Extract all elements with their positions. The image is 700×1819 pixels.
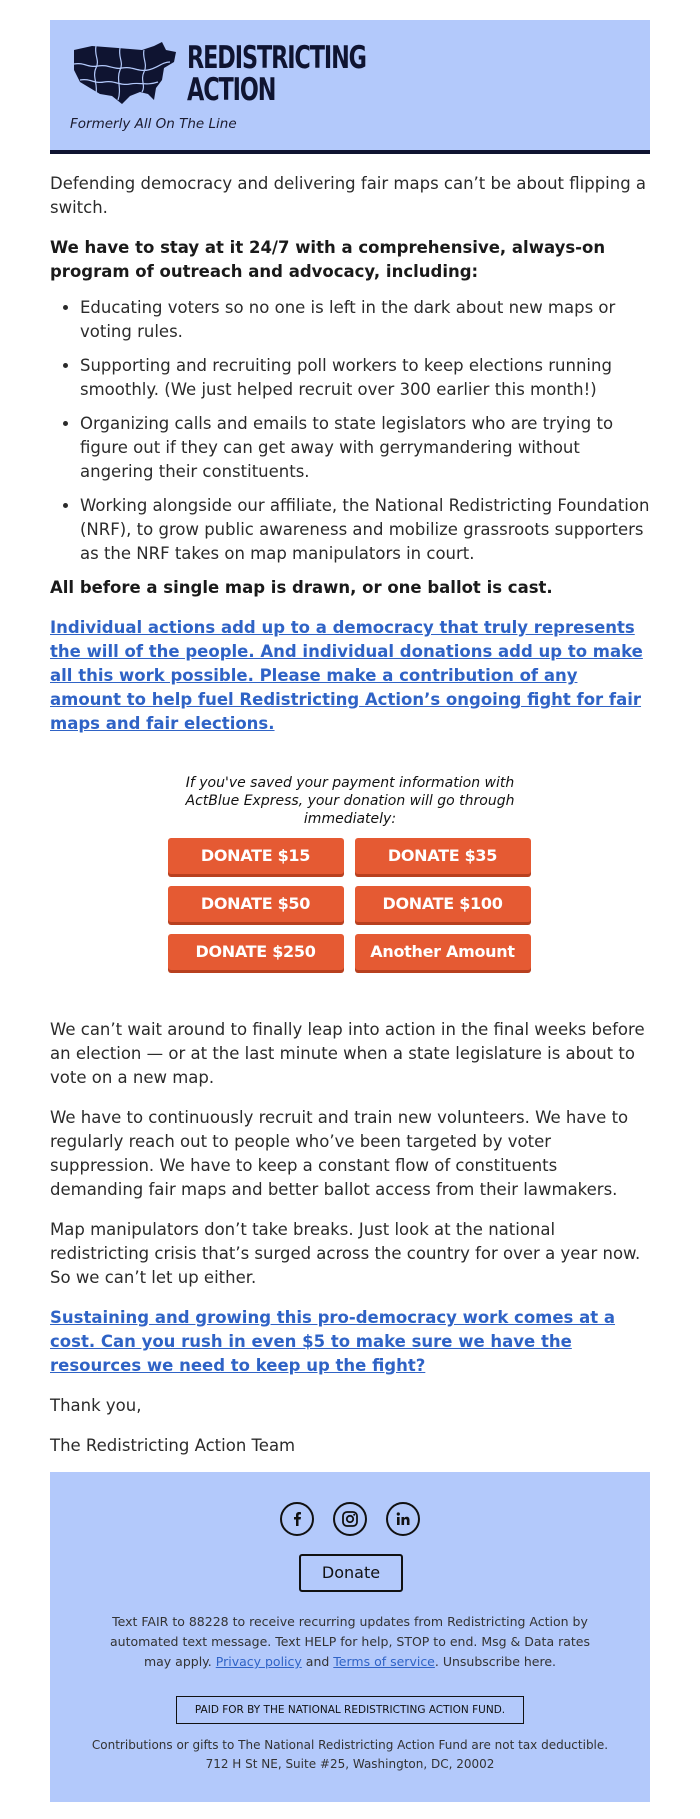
- privacy-policy-link[interactable]: Privacy policy: [215, 1654, 302, 1669]
- donate-box: [50, 774, 650, 970]
- breaks-paragraph: Map manipulators don’t take breaks. Just look at the national redistricting crisis that’s surged across the country for over a year now. So we can’t let up either.: [50, 1220, 641, 1287]
- signature-line: The Redistricting Action Team: [50, 1436, 296, 1455]
- another-amount-button[interactable]: Another Amount: [355, 934, 531, 970]
- cta-paragraph: [50, 616, 650, 736]
- contribute-link[interactable]: Individual actions add up to a democracy that truly represents the will of the people. And individual donations add up to make all this work possible. Please make a contribution of any amount to help fuel Redistricting Action’s ongoing fight for fair maps and fair elections.: [50, 618, 643, 733]
- logo-line-2: ACTION: [187, 72, 276, 108]
- donate-250-button[interactable]: DONATE $250: [168, 934, 344, 970]
- terms-of-service-link[interactable]: Terms of service: [333, 1654, 435, 1669]
- actblue-note: If you've saved your payment information with ActBlue Express, your donation will go through immediately:: [185, 775, 515, 827]
- list-item: • Working alongside our affiliate, the National Redistricting Foundation (NRF), to grow public awareness and mobilize grassroots supporters as the NRF takes on map manipulators in court.: [80, 494, 650, 566]
- donate-15-button[interactable]: DONATE $15: [168, 838, 344, 874]
- intro-paragraph: Defending democracy and delivering fair maps can’t be about flipping a switch.: [50, 174, 647, 217]
- recruit-paragraph: We have to continuously recruit and train new volunteers. We have to regularly reach out to people who’ve been targeted by voter suppression. We have to keep a constant flow of constituents demanding fair maps and better ballot access from their lawmakers.: [50, 1108, 629, 1199]
- lead-paragraph: We have to stay at it 24/7 with a comprehensive, always-on program of outreach and advocacy, including:: [50, 238, 606, 281]
- logo-line-1: REDISTRICTING: [187, 40, 366, 76]
- social-links: [50, 1502, 650, 1536]
- list-item: • Supporting and recruiting poll workers to keep elections running smoothly. (We just helped recruit over 300 earlier this month!): [80, 354, 650, 402]
- email-header: [50, 20, 650, 154]
- and-text: and: [305, 1654, 330, 1669]
- wait-paragraph: We can’t wait around to finally leap into action in the final weeks before an election — or at the last minute when a state legislature is about to vote on a new map.: [50, 1020, 645, 1087]
- paid-for-notice: PAID FOR BY THE NATIONAL REDISTRICTING ACTION FUND.: [176, 1696, 524, 1724]
- mailing-address: 712 H St NE, Suite #25, Washington, DC, 20002: [205, 1757, 495, 1771]
- email-body: [50, 172, 650, 1458]
- tax-note: Contributions or gifts to The National Redistricting Action Fund are not tax deductible.: [91, 1738, 609, 1752]
- facebook-icon[interactable]: [280, 1502, 314, 1536]
- us-map-logo-icon: [70, 40, 180, 108]
- program-list: [50, 296, 650, 566]
- linkedin-icon[interactable]: [386, 1502, 420, 1536]
- list-item: • Organizing calls and emails to state legislators who are trying to figure out if they can get away with gerrymandering without angering their constituents.: [80, 412, 650, 484]
- instagram-icon[interactable]: [333, 1502, 367, 1536]
- contribution-notice: [70, 1736, 630, 1774]
- donate-50-button[interactable]: DONATE $50: [168, 886, 344, 922]
- donate-35-button[interactable]: DONATE $35: [355, 838, 531, 874]
- donate-100-button[interactable]: DONATE $100: [355, 886, 531, 922]
- thanks-line: Thank you,: [50, 1396, 142, 1415]
- donate-button-grid: [168, 838, 533, 970]
- sms-text: Text FAIR to 88228 to receive recurring updates from Redistricting Action by automated text message. Text HELP for help, STOP to end. Msg & Data rates may apply.: [110, 1614, 590, 1669]
- footer-donate-button[interactable]: Donate: [299, 1554, 403, 1592]
- sms-disclaimer: [110, 1612, 590, 1672]
- email-footer: [50, 1472, 650, 1802]
- cta-paragraph-2: [50, 1306, 650, 1378]
- rush-five-link[interactable]: Sustaining and growing this pro-democracy work comes at a cost. Can you rush in even $5 to make sure we have the resources we need to keep up the fight?: [50, 1308, 616, 1375]
- formerly-tagline: Formerly All On The Line: [70, 116, 237, 132]
- before-paragraph: All before a single map is drawn, or one ballot is cast.: [50, 578, 553, 597]
- unsubscribe-text: . Unsubscribe here.: [434, 1654, 557, 1669]
- logo-wordmark: [187, 42, 366, 106]
- list-item: • Educating voters so no one is left in the dark about new maps or voting rules.: [80, 296, 650, 344]
